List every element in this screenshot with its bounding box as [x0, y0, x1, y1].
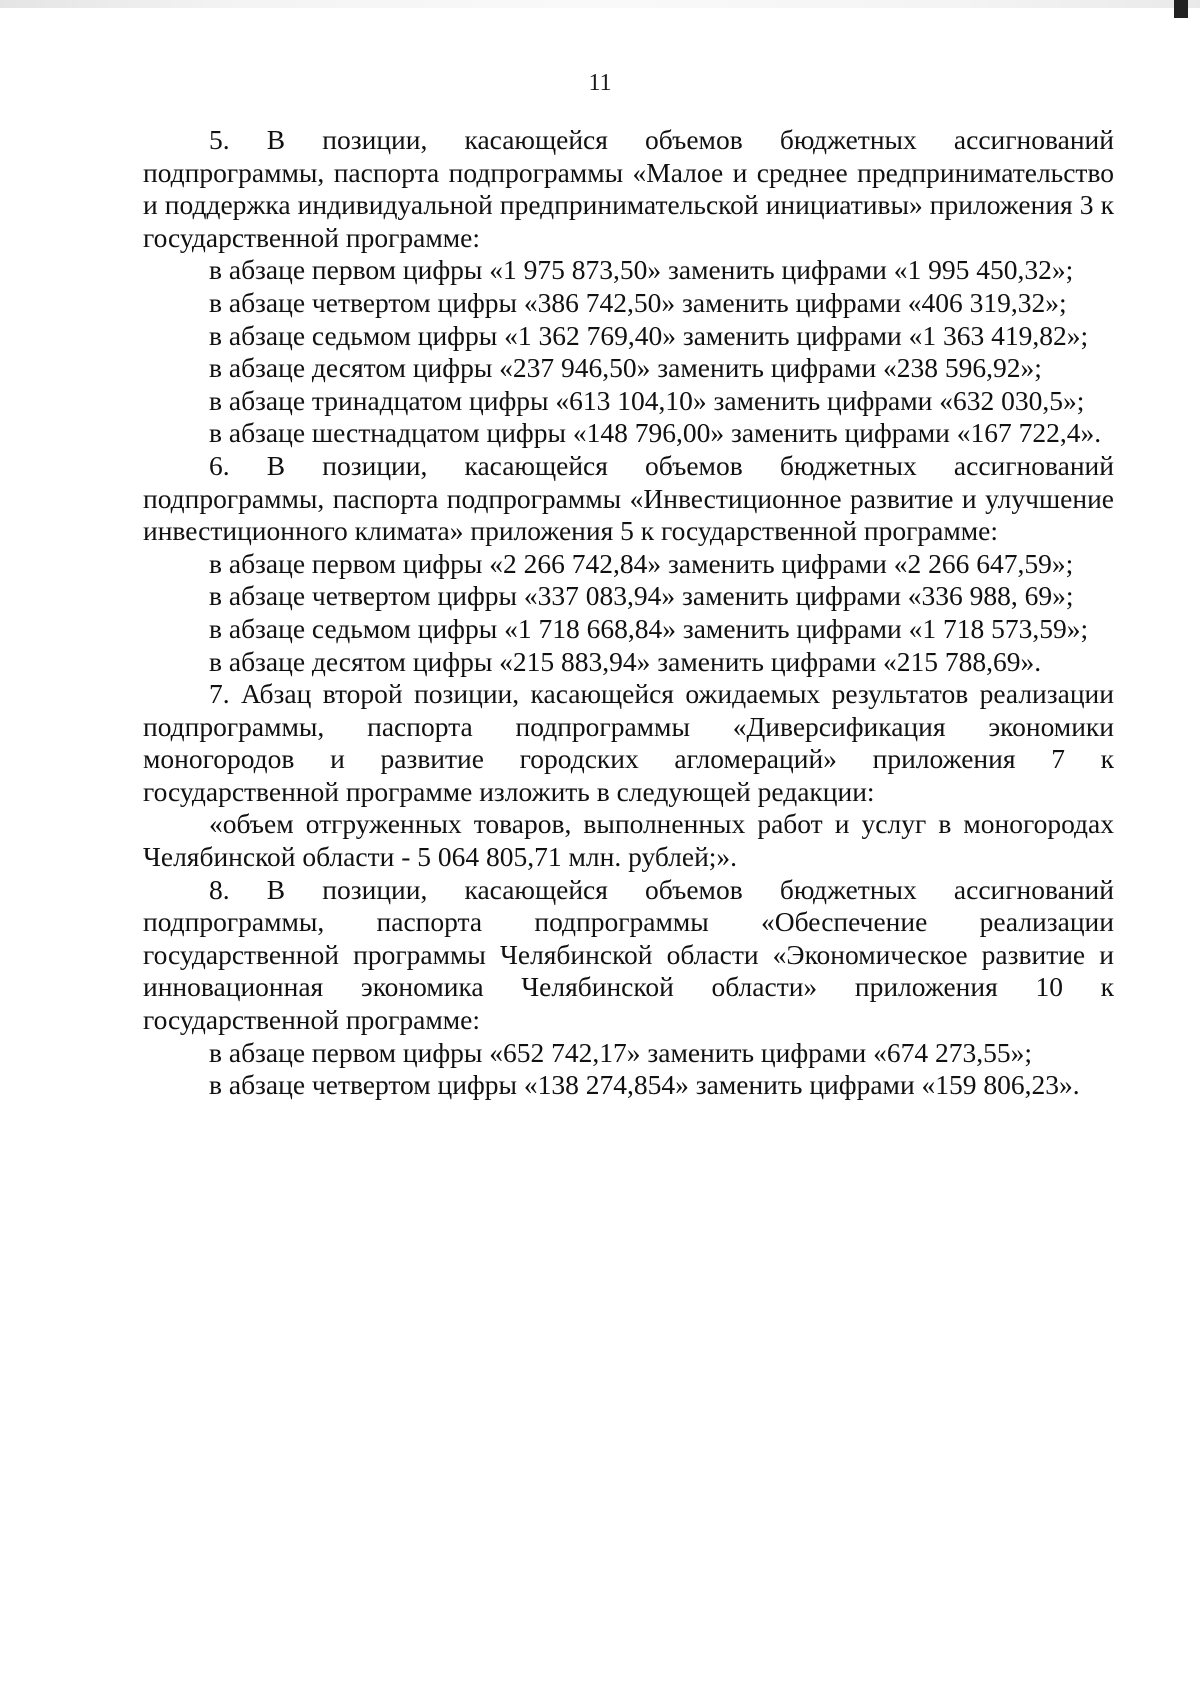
page-number: 11 — [588, 70, 612, 96]
paragraph-item-7: 7. Абзац второй позиции, касающейся ожидаемых результатов реализации подпрограммы, паспорта подпрограммы «Диверсификация экономики моногородов и развитие городских агломераций» приложения 7 к государственной программе изложить в следующей редакции: — [143, 678, 1114, 807]
paragraph-item-5: 5. В позиции, касающейся объемов бюджетных ассигнований подпрограммы, паспорта подпрограммы «Малое и среднее предпринимательство и поддержка индивидуальной предпринимательской инициативы» приложения 3 к государственной программе: — [143, 124, 1114, 253]
scan-edge — [0, 0, 1200, 8]
paragraph-sub: в абзаце шестнадцатом цифры «148 796,00» заменить цифрами «167 722,4». — [209, 417, 1102, 449]
document-body — [143, 124, 1114, 1102]
paragraph-sub: в абзаце первом цифры «1 975 873,50» заменить цифрами «1 995 450,32»; — [209, 254, 1074, 286]
paragraph-sub: в абзаце первом цифры «2 266 742,84» заменить цифрами «2 266 647,59»; — [209, 547, 1074, 579]
paragraph-item-8: 8. В позиции, касающейся объемов бюджетных ассигнований подпрограммы, паспорта подпрограммы «Обеспечение реализации государственной программы Челябинской области «Экономическое развитие и инновационная экономика Челябинской области» приложения 10 к государственной программе: — [143, 873, 1114, 1036]
paragraph-sub: в абзаце десятом цифры «215 883,94» заменить цифрами «215 788,69». — [209, 645, 1042, 677]
paragraph-sub: в абзаце четвертом цифры «386 742,50» заменить цифрами «406 319,32»; — [209, 286, 1067, 318]
paragraph-item-6: 6. В позиции, касающейся объемов бюджетных ассигнований подпрограммы, паспорта подпрограммы «Инвестиционное развитие и улучшение инвестиционного климата» приложения 5 к государственной программе: — [143, 449, 1114, 547]
scan-corner-mark — [1174, 0, 1188, 18]
paragraph-quote: «объем отгруженных товаров, выполненных работ и услуг в моногородах Челябинской области - 5 064 805,71 млн. рублей;». — [143, 808, 1114, 873]
paragraph-sub: в абзаце десятом цифры «237 946,50» заменить цифрами «238 596,92»; — [209, 352, 1042, 384]
paragraph-sub: в абзаце тринадцатом цифры «613 104,10» заменить цифрами «632 030,5»; — [209, 384, 1085, 416]
paragraph-sub: в абзаце седьмом цифры «1 362 769,40» заменить цифрами «1 363 419,82»; — [209, 319, 1089, 351]
paragraph-sub: в абзаце седьмом цифры «1 718 668,84» заменить цифрами «1 718 573,59»; — [209, 612, 1089, 644]
paragraph-sub: в абзаце четвертом цифры «138 274,854» заменить цифрами «159 806,23». — [209, 1069, 1080, 1101]
paragraph-sub: в абзаце первом цифры «652 742,17» заменить цифрами «674 273,55»; — [209, 1036, 1033, 1068]
paragraph-sub: в абзаце четвертом цифры «337 083,94» заменить цифрами «336 988, 69»; — [209, 580, 1074, 612]
